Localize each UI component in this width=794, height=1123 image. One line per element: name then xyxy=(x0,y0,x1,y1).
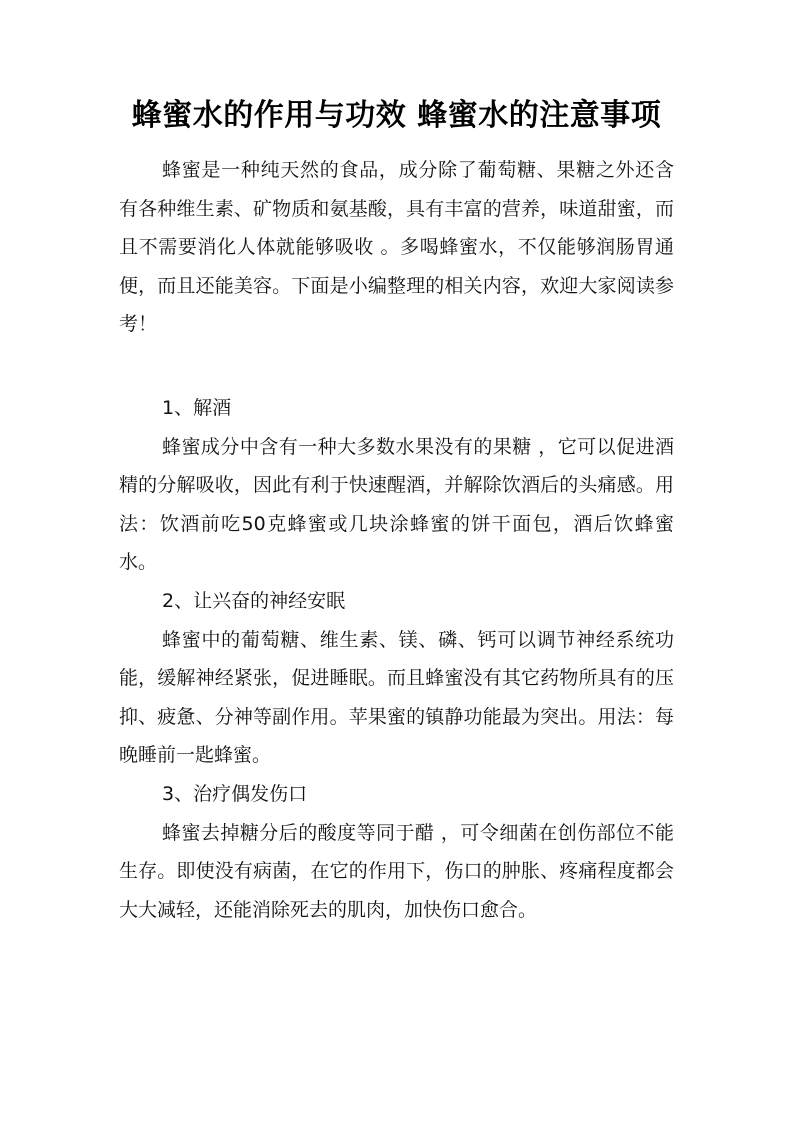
section-heading-2: 2、让兴奋的神经安眠 xyxy=(162,589,346,612)
section-body-3: 蜂蜜去掉糖分后的酸度等同于醋 ，可令细菌在创伤部位不能生存。即使没有病菌，在它的作用下，伤口的肿胀、疼痛程度都会大大减轻，还能消除死去的肌肉，加快伤口愈合。 xyxy=(119,821,674,921)
section-body-2: 蜂蜜中的葡萄糖、维生素、镁、磷、钙可以调节神经系统功能，缓解神经紧张，促进睡眠。而且蜂蜜没有其它药物所具有的压抑、疲惫、分神等副作用。苹果蜜的镇静功能最为突出。用法：每晚睡前一匙蜂蜜。 xyxy=(119,628,674,767)
section-heading-3: 3、治疗偶发伤口 xyxy=(162,782,308,805)
section-body-1: 蜂蜜成分中含有一种大多数水果没有的果糖 ，它可以促进酒精的分解吸收，因此有利于快速醒酒，并解除饮酒后的头痛感。用法：饮酒前吃50克蜂蜜或几块涂蜂蜜的饼干面包，酒后饮蜂蜜水。 xyxy=(119,435,674,574)
document-content xyxy=(119,94,674,929)
section-heading-1: 1、解酒 xyxy=(162,396,232,419)
intro-paragraph: 蜂蜜是一种纯天然的食品，成分除了葡萄糖、果糖之外还含有各种维生素、矿物质和氨基酸，具有丰富的营养，味道甜蜜，而且不需要消化人体就能够吸收 。多喝蜂蜜水，不仅能够润肠胃通便，而且还能美容。下面是小编整理的相关内容，欢迎大家阅读参考！ xyxy=(119,159,674,336)
section-spacer xyxy=(119,344,674,389)
document-title: 蜂蜜水的作用与功效 蜂蜜水的注意事项 xyxy=(131,98,662,133)
